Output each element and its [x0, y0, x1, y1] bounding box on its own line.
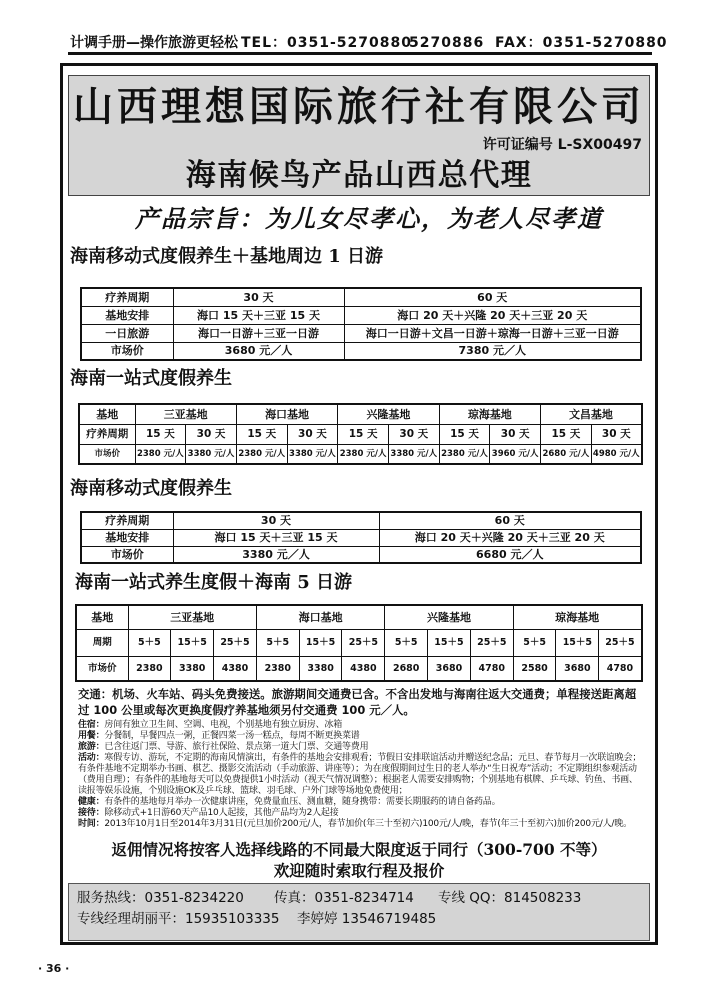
table-cell: 15＋5: [428, 629, 471, 656]
table-cell: 2380 元/人: [236, 444, 287, 464]
base-header-cell: 文昌基地: [541, 404, 642, 424]
table-cell: 15＋5: [171, 629, 214, 656]
note-item: [78, 797, 643, 808]
table-cell: 2380: [128, 656, 171, 681]
table-cell: 15 天: [236, 424, 287, 444]
table-cell: 60 天: [379, 512, 641, 529]
table-cell: 30 天: [490, 424, 541, 444]
table-cell: 15＋5: [556, 629, 599, 656]
header-tel-secondary: 5270886: [409, 35, 485, 51]
note-item: [78, 742, 643, 753]
table-cell: 3380 元/人: [287, 444, 338, 464]
section-heading: 海南一站式养生度假＋海南 5 日游: [75, 572, 353, 593]
transport-note: 交通：机场、火车站、码头免费接送。旅游期间交通费已含。不含出发地与海南往返大交通费；单程接送距离超过 100 公里或每次更换度假疗养基地须另付交通费 100 元／人。: [78, 687, 637, 717]
row-label: 基地: [76, 605, 128, 629]
section-heading: 海南移动式度假养生＋基地周边 1 日游: [70, 246, 384, 267]
fax-number: 传真：0351-8234714: [274, 890, 414, 906]
table-row: [79, 424, 642, 444]
base-header-cell: 三亚基地: [135, 404, 236, 424]
table-cell: 海口 20 天＋兴隆 20 天＋三亚 20 天: [379, 529, 641, 546]
row-label: 市场价: [76, 656, 128, 681]
table-cell: 2580: [513, 656, 556, 681]
table-cell: 海口一日游＋文昌一日游＋琼海一日游＋三亚一日游: [344, 324, 641, 342]
header-tel: TEL：0351-5270880: [241, 35, 412, 51]
table-cell: 25＋5: [470, 629, 513, 656]
note-item: [78, 808, 643, 819]
note-label: 时间：: [78, 819, 105, 829]
table-cell: 4780: [470, 656, 513, 681]
table-cell: 2380 元/人: [439, 444, 490, 464]
table-row: [81, 324, 641, 342]
table-cell: 5＋5: [513, 629, 556, 656]
table-cell: 2680: [385, 656, 428, 681]
note-text: 分餐制，早餐四点一粥，正餐四菜一汤一糕点，每周不断更换菜谱: [104, 731, 360, 741]
table-row: [81, 288, 641, 306]
header-underline: [68, 52, 652, 55]
table-cell: 30 天: [173, 288, 344, 306]
qq-number: 专线 QQ：814508233: [438, 890, 582, 906]
note-text: 有条件的基地每月举办一次健康讲座，免费量血压、测血糖，随身携带：需要长期服药的请自备药品。: [104, 797, 501, 807]
note-label: 住宿：: [78, 720, 105, 730]
base-header-cell: 三亚基地: [128, 605, 256, 629]
service-hotline: 服务热线：0351-8234220: [77, 890, 244, 906]
note-text: 房间有独立卫生间、空调、电视，个别基地有独立厨房、冰箱: [104, 720, 343, 730]
company-tagline: 海南候鸟产品山西总代理: [185, 158, 533, 193]
row-label: 基地: [79, 404, 135, 424]
base-header-cell: 海口基地: [256, 605, 384, 629]
note-label: 健康：: [78, 797, 105, 807]
section-heading: 海南移动式度假养生: [70, 478, 232, 499]
table-cell: 30 天: [591, 424, 642, 444]
table-cell: 30 天: [388, 424, 439, 444]
row-label: 疗养周期: [79, 424, 135, 444]
table-row: [81, 529, 641, 546]
table-row: [76, 629, 642, 656]
table-cell: 3380: [171, 656, 214, 681]
table-cell: 3680 元／人: [173, 342, 344, 360]
note-text: 2013年10月1日至2014年3月31日(元旦加价200元/人，春节加价(年三十至初六)100元/人/晚，春节(年三十至初六)加价200元/人/晚。: [104, 819, 632, 829]
table-cell: 3680: [556, 656, 599, 681]
welcome-note: 欢迎随时索取行程及报价: [273, 861, 445, 880]
note-text: 寒假专访、游玩，不定期的海南风情演出，有条件的基地会安排观看；节假日安排联谊活动并赠送纪念品；元旦、春节每月一次联谊晚会；有条件基地不定期举办书画、棋艺、摄影交流活动（手动旅游、讲座等）；为在度假期间过生日的老人举办“生日祝寿”活动；不定期组织参观活动（费用自理）；有条件的基地每天可以免费提供1小时活动（视天气情况调整）；根据老人需要安排购物；个别基地有棋牌、乒乓球、钓鱼、书画、读报等娱乐设施，个别设施OK及乒乓球、篮球、羽毛球、户外门球等场地免费使用；: [78, 753, 642, 796]
table-cell: 海口一日游＋三亚一日游: [173, 324, 344, 342]
table-row: [76, 605, 642, 629]
table-cell: 25＋5: [599, 629, 642, 656]
table-cell: 25＋5: [342, 629, 385, 656]
table-cell: 7380 元／人: [344, 342, 641, 360]
base-header-cell: 兴隆基地: [338, 404, 439, 424]
note-text: 已含往返门票、导游、旅行社保险、景点第一道大门票、交通等费用: [104, 742, 369, 752]
table-cell: 4780: [599, 656, 642, 681]
note-item: [78, 753, 643, 797]
package-table: [75, 604, 643, 682]
package-table: [80, 287, 642, 361]
table-row: [76, 656, 642, 681]
table-cell: 海口 15 天＋三亚 15 天: [173, 529, 379, 546]
product-motto: 产品宗旨：为儿女尽孝心，为老人尽孝道: [135, 204, 603, 233]
table-row: [81, 546, 641, 563]
table-cell: 15 天: [439, 424, 490, 444]
line-manager-contact: 专线经理胡丽平：15935103335: [77, 911, 280, 927]
table-cell: 4980 元/人: [591, 444, 642, 464]
row-label: 疗养周期: [81, 288, 173, 306]
table-cell: 3380: [299, 656, 342, 681]
package-table: [80, 511, 642, 564]
row-label: 基地安排: [81, 306, 173, 324]
row-label: 市场价: [81, 546, 173, 563]
staff-contact: 李婷婷 13546719485: [297, 911, 437, 927]
table-cell: 海口 20 天＋兴隆 20 天＋三亚 20 天: [344, 306, 641, 324]
table-row: [81, 512, 641, 529]
table-cell: 3380 元/人: [388, 444, 439, 464]
note-item: [78, 720, 643, 731]
table-cell: 6680 元／人: [379, 546, 641, 563]
table-cell: 30 天: [173, 512, 379, 529]
table-cell: 15 天: [541, 424, 592, 444]
note-label: 旅游：: [78, 742, 105, 752]
license-number: 许可证编号 L-SX00497: [482, 137, 642, 153]
note-text: 除移动式+1日游60天产品10人起接，其他产品均为2人起接: [104, 808, 339, 818]
row-label: 一日旅游: [81, 324, 173, 342]
row-label: 市场价: [81, 342, 173, 360]
base-header-cell: 琼海基地: [439, 404, 540, 424]
table-cell: 5＋5: [256, 629, 299, 656]
table-cell: 5＋5: [128, 629, 171, 656]
row-label: 基地安排: [81, 529, 173, 546]
table-cell: 30 天: [287, 424, 338, 444]
base-header-cell: 海口基地: [236, 404, 337, 424]
table-cell: 4380: [342, 656, 385, 681]
note-label: 活动：: [78, 753, 105, 763]
table-row: [79, 444, 642, 464]
note-label: 用餐：: [78, 731, 105, 741]
note-item: [78, 731, 643, 742]
note-item: [78, 819, 643, 830]
rebate-note: 返佣情况将按客人选择线路的不同最大限度返于同行（300-700 不等）: [111, 840, 607, 859]
section-heading: 海南一站式度假养生: [70, 368, 232, 389]
row-label: 市场价: [79, 444, 135, 464]
service-notes: [78, 720, 643, 830]
table-cell: 2380 元/人: [135, 444, 186, 464]
table-cell: 2380: [256, 656, 299, 681]
table-cell: 30 天: [186, 424, 237, 444]
table-cell: 3380 元／人: [173, 546, 379, 563]
package-table: [78, 403, 643, 465]
table-cell: 15 天: [338, 424, 389, 444]
table-cell: 3680: [428, 656, 471, 681]
table-cell: 25＋5: [214, 629, 257, 656]
table-cell: 4380: [214, 656, 257, 681]
table-cell: 15 天: [135, 424, 186, 444]
table-cell: 3380 元/人: [186, 444, 237, 464]
row-label: 周期: [76, 629, 128, 656]
base-header-cell: 琼海基地: [513, 605, 641, 629]
table-cell: 3960 元/人: [490, 444, 541, 464]
note-label: 接待：: [78, 808, 105, 818]
header-slogan: 计调手册—操作旅游更轻松: [70, 35, 238, 51]
table-row: [79, 404, 642, 424]
header-fax: FAX：0351-5270880: [495, 35, 668, 51]
table-cell: 60 天: [344, 288, 641, 306]
company-name: 山西理想国际旅行社有限公司: [73, 84, 645, 130]
row-label: 疗养周期: [81, 512, 173, 529]
table-cell: 2380 元/人: [338, 444, 389, 464]
table-cell: 海口 15 天＋三亚 15 天: [173, 306, 344, 324]
page-number: · 36 ·: [38, 962, 70, 975]
table-cell: 2680 元/人: [541, 444, 592, 464]
table-row: [81, 342, 641, 360]
contact-box: [68, 883, 650, 941]
table-row: [81, 306, 641, 324]
base-header-cell: 兴隆基地: [385, 605, 513, 629]
table-cell: 15＋5: [299, 629, 342, 656]
table-cell: 5＋5: [385, 629, 428, 656]
